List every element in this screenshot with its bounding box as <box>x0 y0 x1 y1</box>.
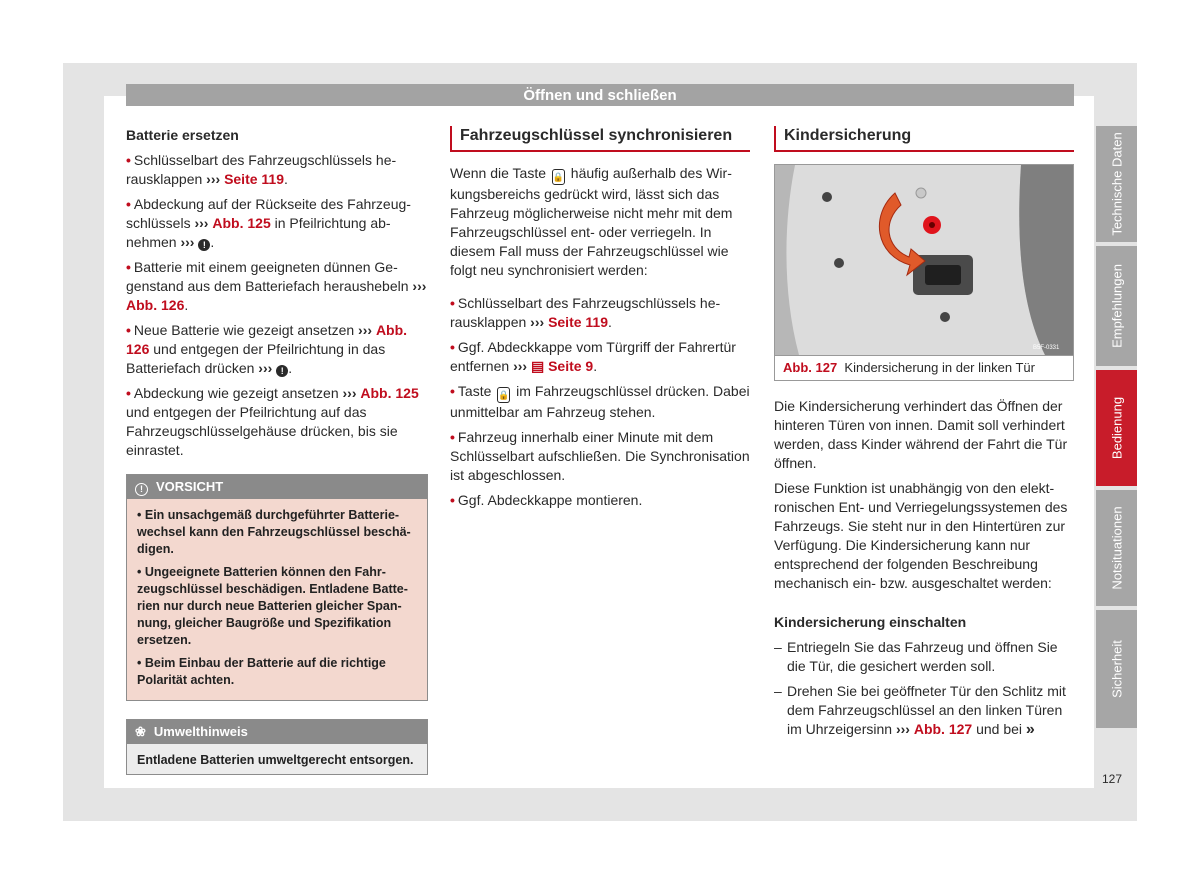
section-subtitle: Kindersicherung einschalten <box>774 614 967 630</box>
arrow-ref-icon: ››› <box>412 278 427 294</box>
book-icon: ▤ <box>530 358 545 374</box>
caution-box <box>126 474 428 701</box>
figure-child-lock <box>774 164 1074 356</box>
page-link[interactable]: Seite 119 <box>224 171 284 187</box>
list-item: • Ungeeignete Batterien können den Fahrzeugschlüssel beschädigen. Entladene Batterien nur durch neue Batterien gleicher Spannung, gleicher Baugröße und Spezifikation ersetzen. <box>137 565 408 647</box>
figure-link[interactable]: Abb. 125 <box>212 215 271 231</box>
section-subtitle: Batterie ersetzen <box>126 127 239 143</box>
bullet-icon: • <box>450 383 455 399</box>
list-item: • Neue Batterie wie gezeigt ansetzen ››› Abb. 126 und entgegen der Pfeilrichtung in das Batteriefach drücken ››› ! . <box>126 322 408 376</box>
column-child-lock <box>774 126 1074 745</box>
arrow-ref-icon: ››› <box>342 385 357 401</box>
continue-icon: » <box>1025 721 1035 738</box>
environment-body: Entladene Batterien umweltgerecht entsorgen. <box>137 753 414 767</box>
list-item: • Schlüsselbart des Fahrzeugschlüssels herausklappen ››› Seite 119. <box>126 152 397 187</box>
page-link[interactable]: Seite 9 <box>548 358 594 374</box>
bullet-icon: • <box>126 152 131 168</box>
warning-icon: ! <box>276 365 288 377</box>
list-item: – Entriegeln Sie das Fahrzeug und öffnen Sie die Tür, die gesichert werden soll. <box>774 638 1074 676</box>
list-item: • Taste 🔒 im Fahrzeugschlüssel drücken. Dabei unmittelbar am Fahrzeug stehen. <box>450 383 750 420</box>
warning-icon: ! <box>135 483 148 496</box>
warning-icon: ! <box>198 239 210 251</box>
arrow-ref-icon: ››› <box>513 358 528 374</box>
section-title: Kindersicherung <box>774 126 1074 152</box>
arrow-ref-icon: ››› <box>530 314 545 330</box>
arrow-ref-icon: ››› <box>194 215 209 231</box>
figure-code: B5F-0331 <box>1033 345 1060 351</box>
tab-bedienung[interactable]: Bedienung <box>1096 370 1137 486</box>
bullet-icon: • <box>450 492 455 508</box>
paragraph: Diese Funktion ist unabhängig von den elektronischen Ent- und Verriegelungssystemen des Fahrzeugs. Sie steht nur in den Hintertüren zur Verfügung. Die Kindersicherung kann nur entsprechend der folgenden Beschreibung mechanisch ein- bzw. ausgeschaltet werden: <box>774 480 1068 591</box>
bullet-icon: • <box>126 385 131 401</box>
list-item: • Schlüsselbart des Fahrzeugschlüssels herausklappen ››› Seite 119. <box>450 295 721 330</box>
tab-notsituationen[interactable]: Notsituationen <box>1096 490 1137 606</box>
list-item: • Fahrzeug innerhalb einer Minute mit dem Schlüsselbart aufschließen. Die Synchronisation ist abgeschlossen. <box>450 429 750 483</box>
figure-label: Abb. 127 <box>783 360 838 375</box>
chapter-header: Öffnen und schließen <box>126 84 1074 106</box>
paragraph: Wenn die Taste 🔒 häufig außerhalb des Wirkungsbereichs gedrückt wird, lässt sich das Fahrzeug möglicherweise nicht mehr mit dem Fahrzeugschlüssel ent- oder verriegeln. In diesem Fall muss der Fahrzeugschlüssel wie folgt neu synchronisiert werden: <box>450 165 733 278</box>
page-link[interactable]: Seite 119 <box>548 314 608 330</box>
figure-link[interactable]: Abb. 125 <box>360 385 419 401</box>
environment-header: ❀ Umwelthinweis <box>127 720 427 744</box>
arrow-ref-icon: ››› <box>258 360 273 376</box>
list-item: • Ggf. Abdeckkappe montieren. <box>450 492 643 508</box>
caution-body <box>127 499 427 700</box>
bullet-icon: • <box>126 322 131 338</box>
tab-empfehlungen[interactable]: Empfehlungen <box>1096 246 1137 366</box>
figure-link[interactable]: Abb. 127 <box>913 721 973 737</box>
page-number: 127 <box>1101 772 1123 786</box>
list-item: • Ggf. Abdeckkappe vom Türgriff der Fahrertür entfernen ››› ▤ Seite 9. <box>450 339 736 374</box>
section-title: Fahrzeugschlüssel synchronisieren <box>450 126 750 152</box>
figure-caption: Abb. 127 Kindersicherung in der linken Tür <box>774 356 1074 381</box>
caution-header: ! VORSICHT <box>127 475 427 499</box>
column-battery <box>126 126 428 775</box>
list-item: • Abdeckung wie gezeigt ansetzen ››› Abb. 125 und entgegen der Pfeilrichtung auf das Fahrzeugschlüsselgehäuse drücken, bis sie einrastet. <box>126 385 419 458</box>
flower-icon: ❀ <box>135 724 146 739</box>
environment-box <box>126 719 428 775</box>
list-item: • Batterie mit einem geeigneten dünnen Gegenstand aus dem Batteriefach heraushebeln ››› Abb. 126. <box>126 259 427 313</box>
bullet-icon: • <box>126 196 131 212</box>
list-item: – Drehen Sie bei geöffneter Tür den Schlitz mit dem Fahrzeugschlüssel an den linken Türen im Uhrzeigersinn ››› Abb. 127 und bei » <box>774 682 1074 739</box>
arrow-ref-icon: ››› <box>180 234 195 250</box>
bullet-icon: • <box>450 295 455 311</box>
bullet-icon: • <box>450 429 455 445</box>
paragraph: Die Kindersicherung verhindert das Öffnen der hinteren Türen von innen. Damit soll verhindert werden, dass Kinder während der Fahrt die Tür öffnen. <box>774 398 1068 471</box>
column-sync <box>450 126 750 516</box>
bullet-icon: • <box>450 339 455 355</box>
figure-link[interactable]: Abb. 126 <box>126 297 185 313</box>
arrow-ref-icon: ››› <box>206 171 221 187</box>
list-item: • Beim Einbau der Batterie auf die richtige Polarität achten. <box>137 656 386 687</box>
arrow-ref-icon: ››› <box>895 721 910 737</box>
tab-sicherheit[interactable]: Sicherheit <box>1096 610 1137 728</box>
door-lock-illustration <box>775 165 1073 355</box>
bullet-icon: • <box>126 259 131 275</box>
list-item: • Abdeckung auf der Rückseite des Fahrzeugschlüssels ››› Abb. 125 in Pfeilrichtung abnehmen ››› ! . <box>126 196 411 250</box>
lock-key-icon: 🔒 <box>497 387 510 403</box>
lock-key-icon: 🔒 <box>552 169 565 185</box>
figure-link[interactable]: Abb. 126 <box>126 322 408 357</box>
tab-technische-daten[interactable]: Technische Daten <box>1096 126 1137 242</box>
list-item: • Ein unsachgemäß durchgeführter Batteriewechsel kann den Fahrzeugschlüssel beschädigen. <box>137 508 411 556</box>
arrow-ref-icon: ››› <box>358 322 373 338</box>
